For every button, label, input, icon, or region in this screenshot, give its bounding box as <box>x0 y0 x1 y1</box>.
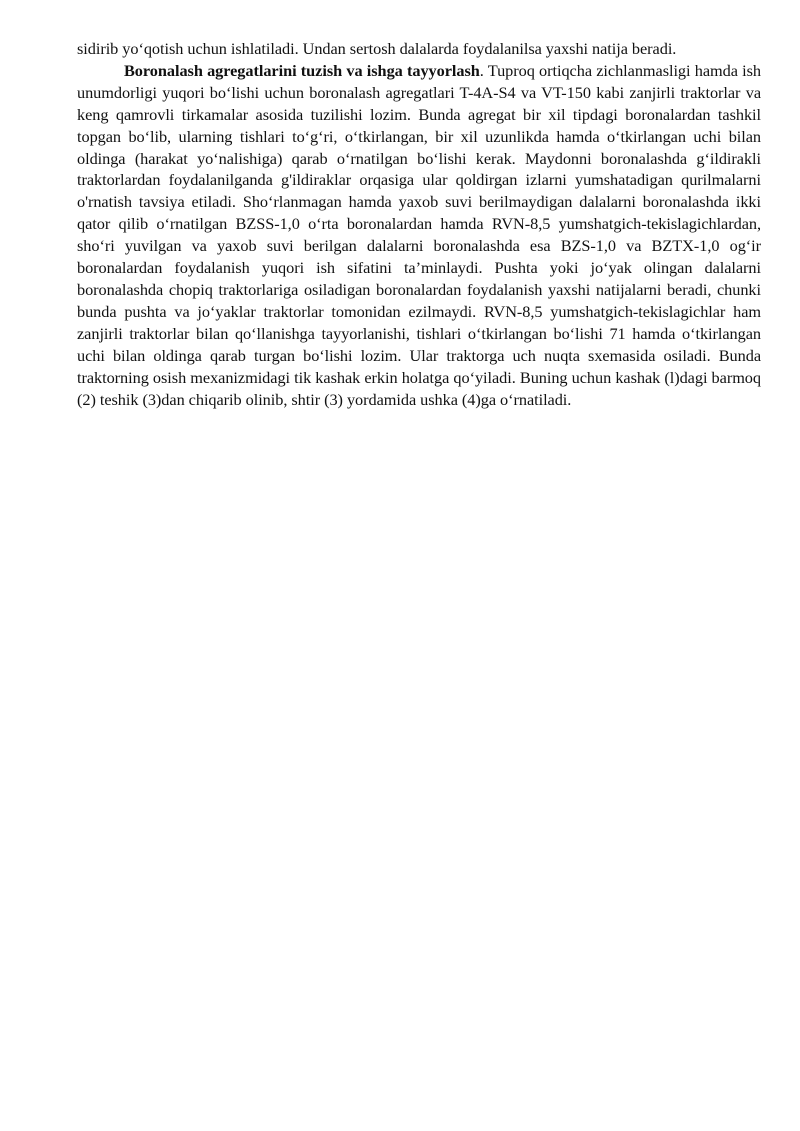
section-heading-period: . <box>479 60 484 80</box>
paragraph-continuation: sidirib yo‘qotish uchun ishlatiladi. Undan sertosh dalalarda foydalanilsa yaxshi natija beradi. <box>77 39 677 58</box>
paragraph-section <box>77 60 761 411</box>
section-heading: Boronalash agregatlarini tuzish va ishga tayyorlash <box>124 60 480 80</box>
section-body: Tuproq ortiqcha zichlanmasligi hamda ish unumdorligi yuqori bo‘lishi uchun boronalash agregatlari T-4A-S4 va VT-150 kabi zanjirli traktorlar va keng qamrovli tirkamalar asosida tuzilishi lozim. Bunda agregat bir xil tipdagi boronalardan tashkil topgan bo‘lib, ularning tishlari to‘g‘ri, o‘tkirlangan, bir xil uzunlikda hamda o‘tkirlangan uchi bilan oldinga (harakat yo‘nalishiga) qarab o‘rnatilgan bo‘lishi kerak. Maydonni boronalashda g‘ildirakli traktorlardan foydalanilganda g'ildiraklar orqasiga ular qoldirgan izlarni yumshatadigan qurilmalarni o'rnatish tavsiya etiladi. Sho‘rlanmagan hamda yaxob suvi berilmaydigan dalalarni boronalashda ikki qator qilib o‘rnatilgan BZSS-1,0 o‘rta boronalardan hamda RVN-8,5 yumshatgich-tekislagichlardan, sho‘ri yuvilgan va yaxob suvi berilgan dalalarni boronalashda esa BZS-1,0 va BZTX-1,0 og‘ir boronalardan foydalanish yuqori ish sifatini ta’minlaydi. Pushta yoki jo‘yak olingan dalalarni boronalashda chopiq traktorlariga osiladigan boronalardan foydalanish yaxshi natijalarni beradi, chunki bunda pushta va jo‘yaklar traktorlar tomonidan ezilmaydi. RVN-8,5 yumshatgich-tekislagichlar ham zanjirli traktorlar bilan qo‘llanishga tayyorlanishi, tishlari o‘tkirlangan bo‘lishi 71 hamda o‘tkirlangan uchi bilan oldinga qarab turgan bo‘lishi lozim. Ular traktorga uch nuqta sxemasida osiladi. Bunda traktorning osish mexanizmidagi tik kashak erkin holatga qo‘yiladi. Buning uchun kashak (l)dagi barmoq (2) teshik (3)dan chiqarib olinib, shtir (3) yordamida ushka (4)ga o‘rnatiladi. <box>77 60 761 409</box>
document-page <box>77 38 761 410</box>
